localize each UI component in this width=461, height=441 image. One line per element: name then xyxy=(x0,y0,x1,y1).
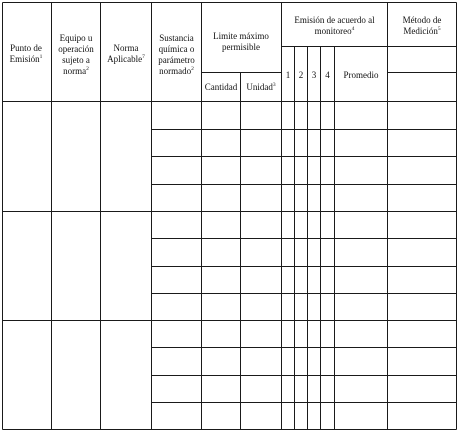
header-monitoreo-4: 4 xyxy=(325,70,330,80)
header-monitoreo-2: 2 xyxy=(298,70,304,80)
header-monitoreo-1: 1 xyxy=(285,70,291,80)
header-limite-maximo: Limite máximo permisible xyxy=(213,31,269,52)
header-monitoreo-3: 3 xyxy=(311,70,317,80)
header-emision-monitoreo: Emisión de acuerdo al monitoreo$^4$ xyxy=(294,15,375,36)
header-promedio: Promedio xyxy=(343,70,379,80)
header-punto-emision: Punto de Emisión$^1$ xyxy=(9,43,43,64)
header-unidad: Unidad$^3$ xyxy=(246,82,276,92)
header-norma-aplicable: Norma Aplicable$^7$ xyxy=(107,43,145,64)
header-metodo-medicion: Método de Medición$^5$ xyxy=(402,15,442,36)
header-sustancia: Sustancia química o parámetro normado$^2$ xyxy=(158,33,195,76)
header-cantidad: Cantidad xyxy=(204,82,238,92)
header-equipo: Equipo u operación sujeto a norma$^2$ xyxy=(58,33,94,76)
